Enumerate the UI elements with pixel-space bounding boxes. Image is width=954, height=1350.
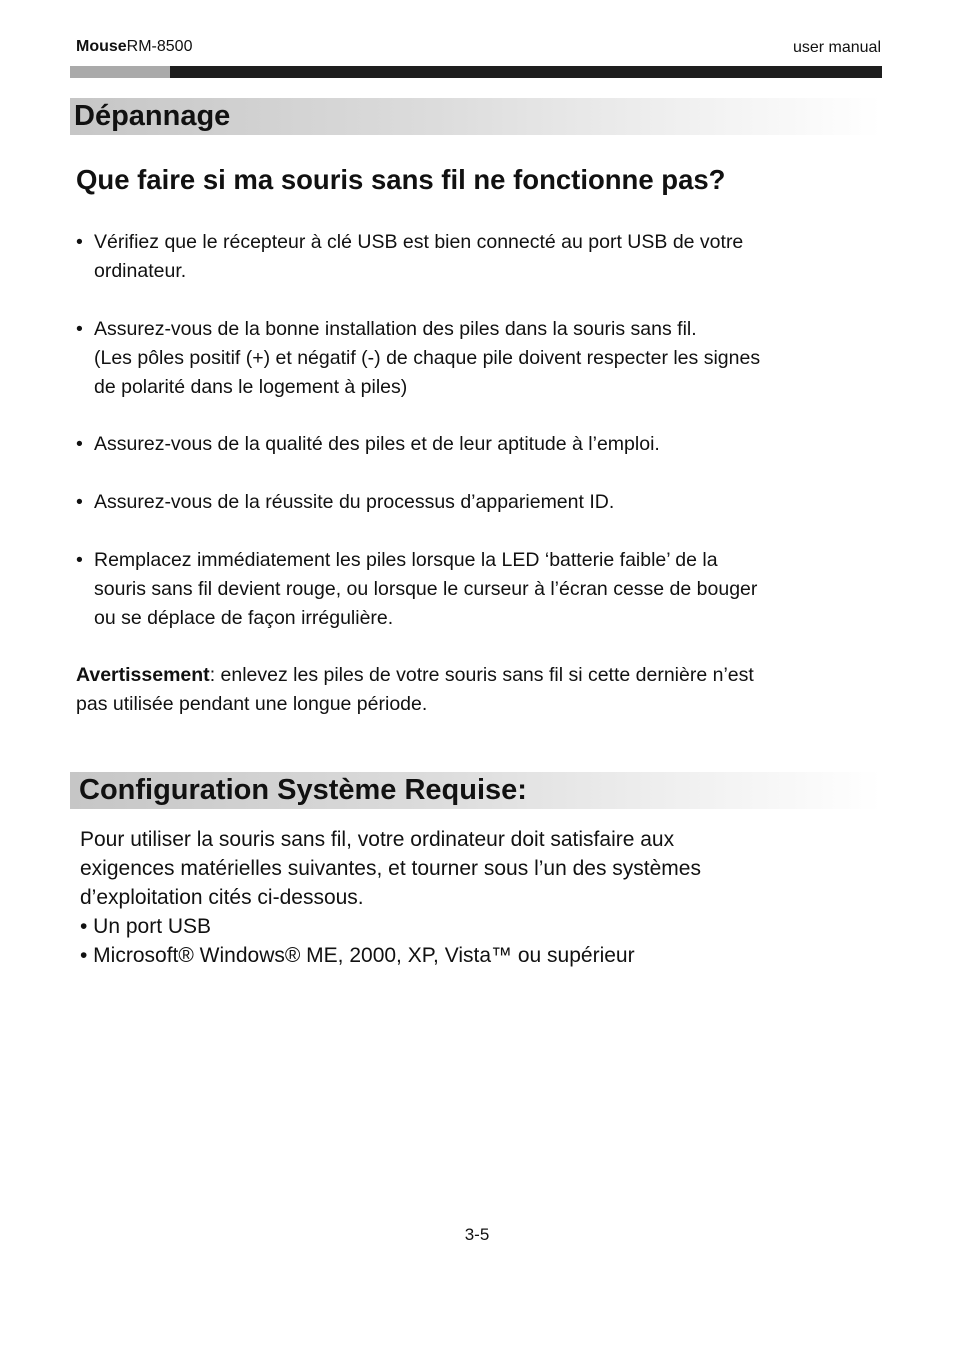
bullet-glyph: •	[76, 491, 83, 513]
list-item-line: Assurez-vous de la qualité des piles et de leur aptitude à l’emploi.	[94, 433, 660, 455]
bullet-glyph: •	[76, 318, 83, 340]
list-item-line: (Les pôles positif (+) et négatif (-) de chaque pile doivent respecter les signes	[94, 347, 761, 369]
warning-line	[76, 661, 876, 690]
product-name	[76, 38, 192, 56]
requirement-item: • Microsoft® Windows® ME, 2000, XP, Vista™ ou supérieur	[80, 944, 635, 967]
troubleshooting-section-band	[70, 98, 882, 135]
warning-text: : enlevez les piles de votre souris sans fil si cette dernière n’est	[209, 664, 754, 686]
requirements-section-band	[70, 772, 882, 809]
bullet-glyph: •	[76, 549, 83, 571]
list-item-line: Assurez-vous de la bonne installation des piles dans la souris sans fil.	[94, 318, 697, 340]
list-item-line: souris sans fil devient rouge, ou lorsque le curseur à l’écran cesse de bouger	[94, 578, 758, 600]
list-item-text	[76, 488, 876, 517]
list-item-text	[76, 315, 876, 402]
requirements-heading: Configuration Système Requise:	[79, 774, 527, 806]
list-item	[76, 488, 876, 517]
list-item-text	[76, 546, 876, 633]
warning-label: Avertissement	[76, 664, 210, 686]
bullet-glyph: •	[76, 231, 83, 253]
requirements-intro-line: d’exploitation cités ci-dessous.	[80, 886, 364, 909]
list-item	[76, 546, 876, 633]
page-number: 3-5	[464, 1225, 490, 1244]
list-item-line: ordinateur.	[94, 260, 187, 282]
bullet-glyph: •	[76, 433, 83, 455]
requirements-intro-line: exigences matérielles suivantes, et tourner sous l’un des systèmes	[80, 857, 701, 880]
list-item-line: Assurez-vous de la réussite du processus d’appariement ID.	[94, 491, 615, 513]
document-type: user manual	[792, 39, 881, 56]
requirements-body	[80, 825, 870, 970]
list-item-line: de polarité dans le logement à piles)	[94, 376, 408, 398]
list-item-line: Remplacez immédiatement les piles lorsque la LED ‘batterie faible’ de la	[94, 549, 718, 571]
list-item	[76, 430, 876, 459]
header-rule	[70, 66, 882, 78]
troubleshooting-question: Que faire si ma souris sans fil ne fonctionne pas?	[76, 164, 726, 195]
warning-note	[76, 661, 876, 719]
list-item	[76, 315, 876, 402]
list-item-text	[76, 228, 876, 286]
warning-line: pas utilisée pendant une longue période.	[76, 693, 428, 715]
requirements-intro-line: Pour utiliser la souris sans fil, votre ordinateur doit satisfaire aux	[80, 828, 675, 851]
list-item-text	[76, 430, 876, 459]
header-rule-dark	[170, 66, 882, 78]
list-item	[76, 228, 876, 286]
brand-name: Mouse	[76, 38, 127, 55]
requirement-item: • Un port USB	[80, 915, 212, 938]
list-item-line: Vérifiez que le récepteur à clé USB est bien connecté au port USB de votre	[94, 231, 744, 253]
model-number: RM-8500	[126, 38, 193, 55]
troubleshooting-heading: Dépannage	[74, 100, 231, 132]
header-rule-light	[70, 66, 170, 78]
list-item-line: ou se déplace de façon irrégulière.	[94, 607, 394, 629]
